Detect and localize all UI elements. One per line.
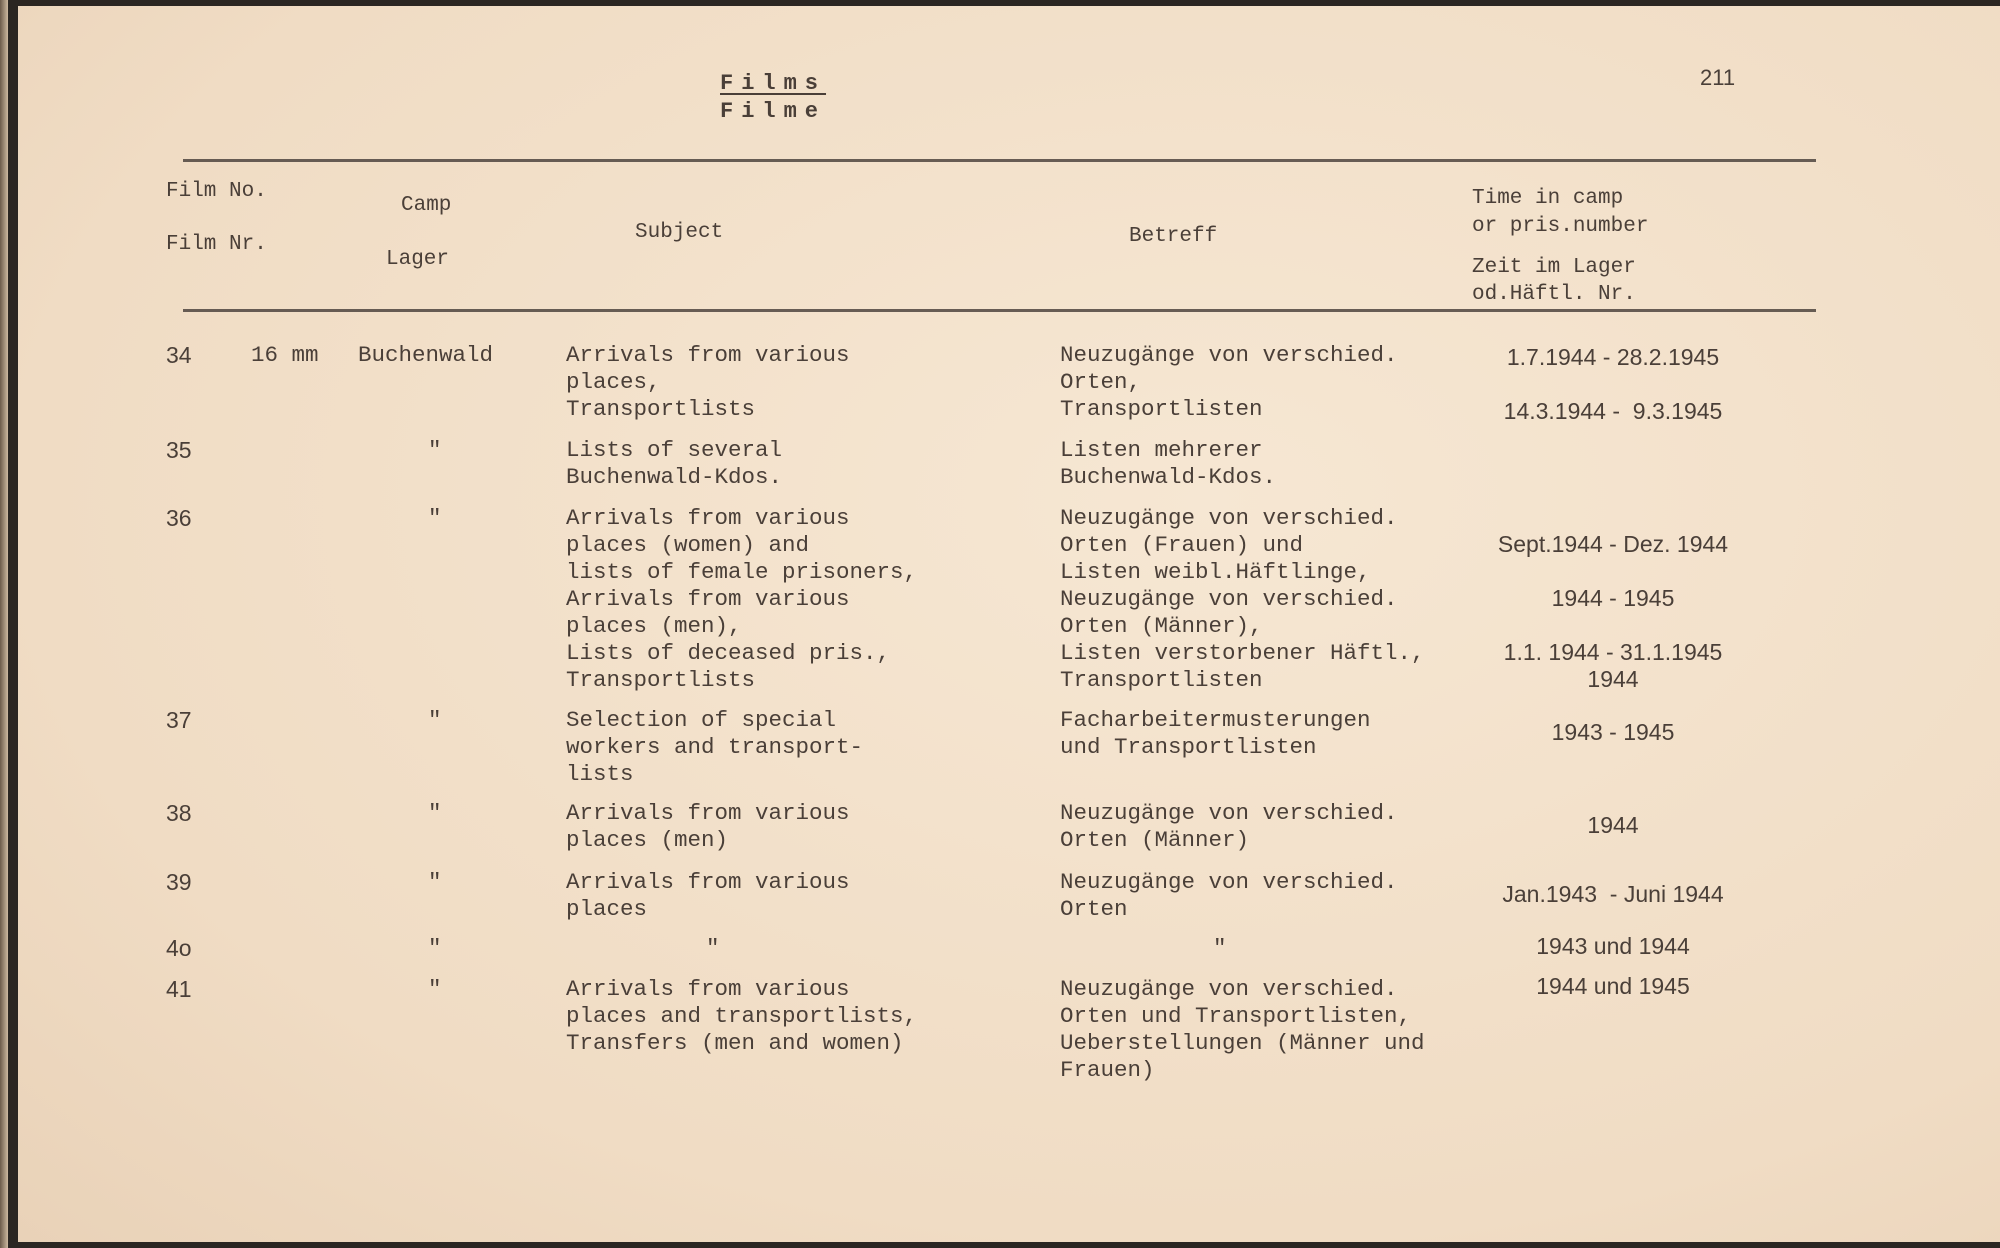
betreff-text: Listen mehrerer Buchenwald-Kdos. xyxy=(1060,437,1277,490)
header-top-rule xyxy=(183,159,1816,162)
betreff-text: Facharbeitermusterungen und Transportlisten xyxy=(1060,707,1371,760)
subject-text: Selection of special workers and transport- lists xyxy=(566,707,864,787)
header-lager: Lager xyxy=(386,248,450,271)
time-in-camp: 1944 und 1945 xyxy=(1536,973,1690,999)
book-binding-edge xyxy=(0,0,8,1248)
subject-text: Arrivals from various places xyxy=(566,869,850,922)
betreff-text: Neuzugänge von verschied. Orten xyxy=(1060,869,1398,922)
subject-text: " xyxy=(706,935,720,961)
film-number: 35 xyxy=(166,437,192,463)
header-betreff: Betreff xyxy=(1129,225,1218,248)
camp-name: " xyxy=(428,800,442,826)
document-page xyxy=(18,6,2000,1242)
time-in-camp: 1943 und 1944 xyxy=(1536,933,1690,959)
header-time-en-2: or pris.number xyxy=(1472,215,1649,238)
betreff-text: Neuzugänge von verschied. Orten, Transportlisten xyxy=(1060,342,1398,422)
camp-name: " xyxy=(428,437,442,463)
time-in-camp: Sept.1944 - Dez. 1944 xyxy=(1497,531,1729,557)
film-number: 37 xyxy=(166,707,192,733)
time-in-camp: 1944 xyxy=(1587,666,1639,692)
header-time-de-1: Zeit im Lager xyxy=(1472,256,1636,279)
subject-text: Arrivals from various places and transportlists, Transfers (men and women) xyxy=(566,976,918,1056)
betreff-text: Neuzugänge von verschied. Orten (Männer) xyxy=(1060,800,1398,853)
header-film-no: Film No. xyxy=(166,180,267,203)
camp-name: " xyxy=(428,505,442,531)
film-number: 39 xyxy=(166,869,192,895)
header-subject: Subject xyxy=(635,221,724,244)
betreff-text: Neuzugänge von verschied. Orten (Frauen) und Listen weibl.Häftlinge, Neuzugänge von verschied. Orten (Männer), Listen verstorbener Häftl., Transportlisten xyxy=(1060,505,1425,693)
header-camp: Camp xyxy=(401,194,452,217)
time-in-camp: 1944 - 1945 xyxy=(1551,585,1675,611)
betreff-text: " xyxy=(1213,935,1227,961)
subject-text: Arrivals from various places, Transportlists xyxy=(566,342,850,422)
film-number: 34 xyxy=(166,342,192,368)
film-format: 16 mm xyxy=(251,342,319,368)
film-number: 38 xyxy=(166,800,192,826)
title-de: Filme xyxy=(720,99,827,124)
subject-text: Arrivals from various places (women) and lists of female prisoners, Arrivals from various places (men), Lists of deceased pris., Transportlists xyxy=(566,505,918,693)
header-bottom-rule xyxy=(183,309,1816,312)
time-in-camp: 1.7.1944 - 28.2.1945 xyxy=(1506,344,1720,370)
header-time-de-2: od.Häftl. Nr. xyxy=(1472,283,1636,306)
film-number: 41 xyxy=(166,976,192,1002)
header-film-nr: Film Nr. xyxy=(166,233,267,256)
camp-name: " xyxy=(428,976,442,1002)
film-number: 36 xyxy=(166,505,192,531)
time-in-camp: 14.3.1944 - 9.3.1945 xyxy=(1503,398,1723,424)
camp-name: Buchenwald xyxy=(358,342,494,368)
time-in-camp: 1.1. 1944 - 31.1.1945 xyxy=(1503,639,1723,665)
time-in-camp: 1944 xyxy=(1587,812,1639,838)
film-number: 4o xyxy=(166,935,192,961)
subject-text: Lists of several Buchenwald-Kdos. xyxy=(566,437,783,490)
title-en: Films xyxy=(720,71,827,96)
camp-name: " xyxy=(428,935,442,961)
time-in-camp: Jan.1943 - Juni 1944 xyxy=(1502,881,1724,907)
camp-name: " xyxy=(428,869,442,895)
betreff-text: Neuzugänge von verschied. Orten und Transportlisten, Ueberstellungen (Männer und Frauen) xyxy=(1060,976,1425,1083)
page-number: 211 xyxy=(1700,65,1736,90)
subject-text: Arrivals from various places (men) xyxy=(566,800,850,853)
header-time-en-1: Time in camp xyxy=(1472,187,1624,210)
time-in-camp: 1943 - 1945 xyxy=(1551,719,1675,745)
camp-name: " xyxy=(428,707,442,733)
